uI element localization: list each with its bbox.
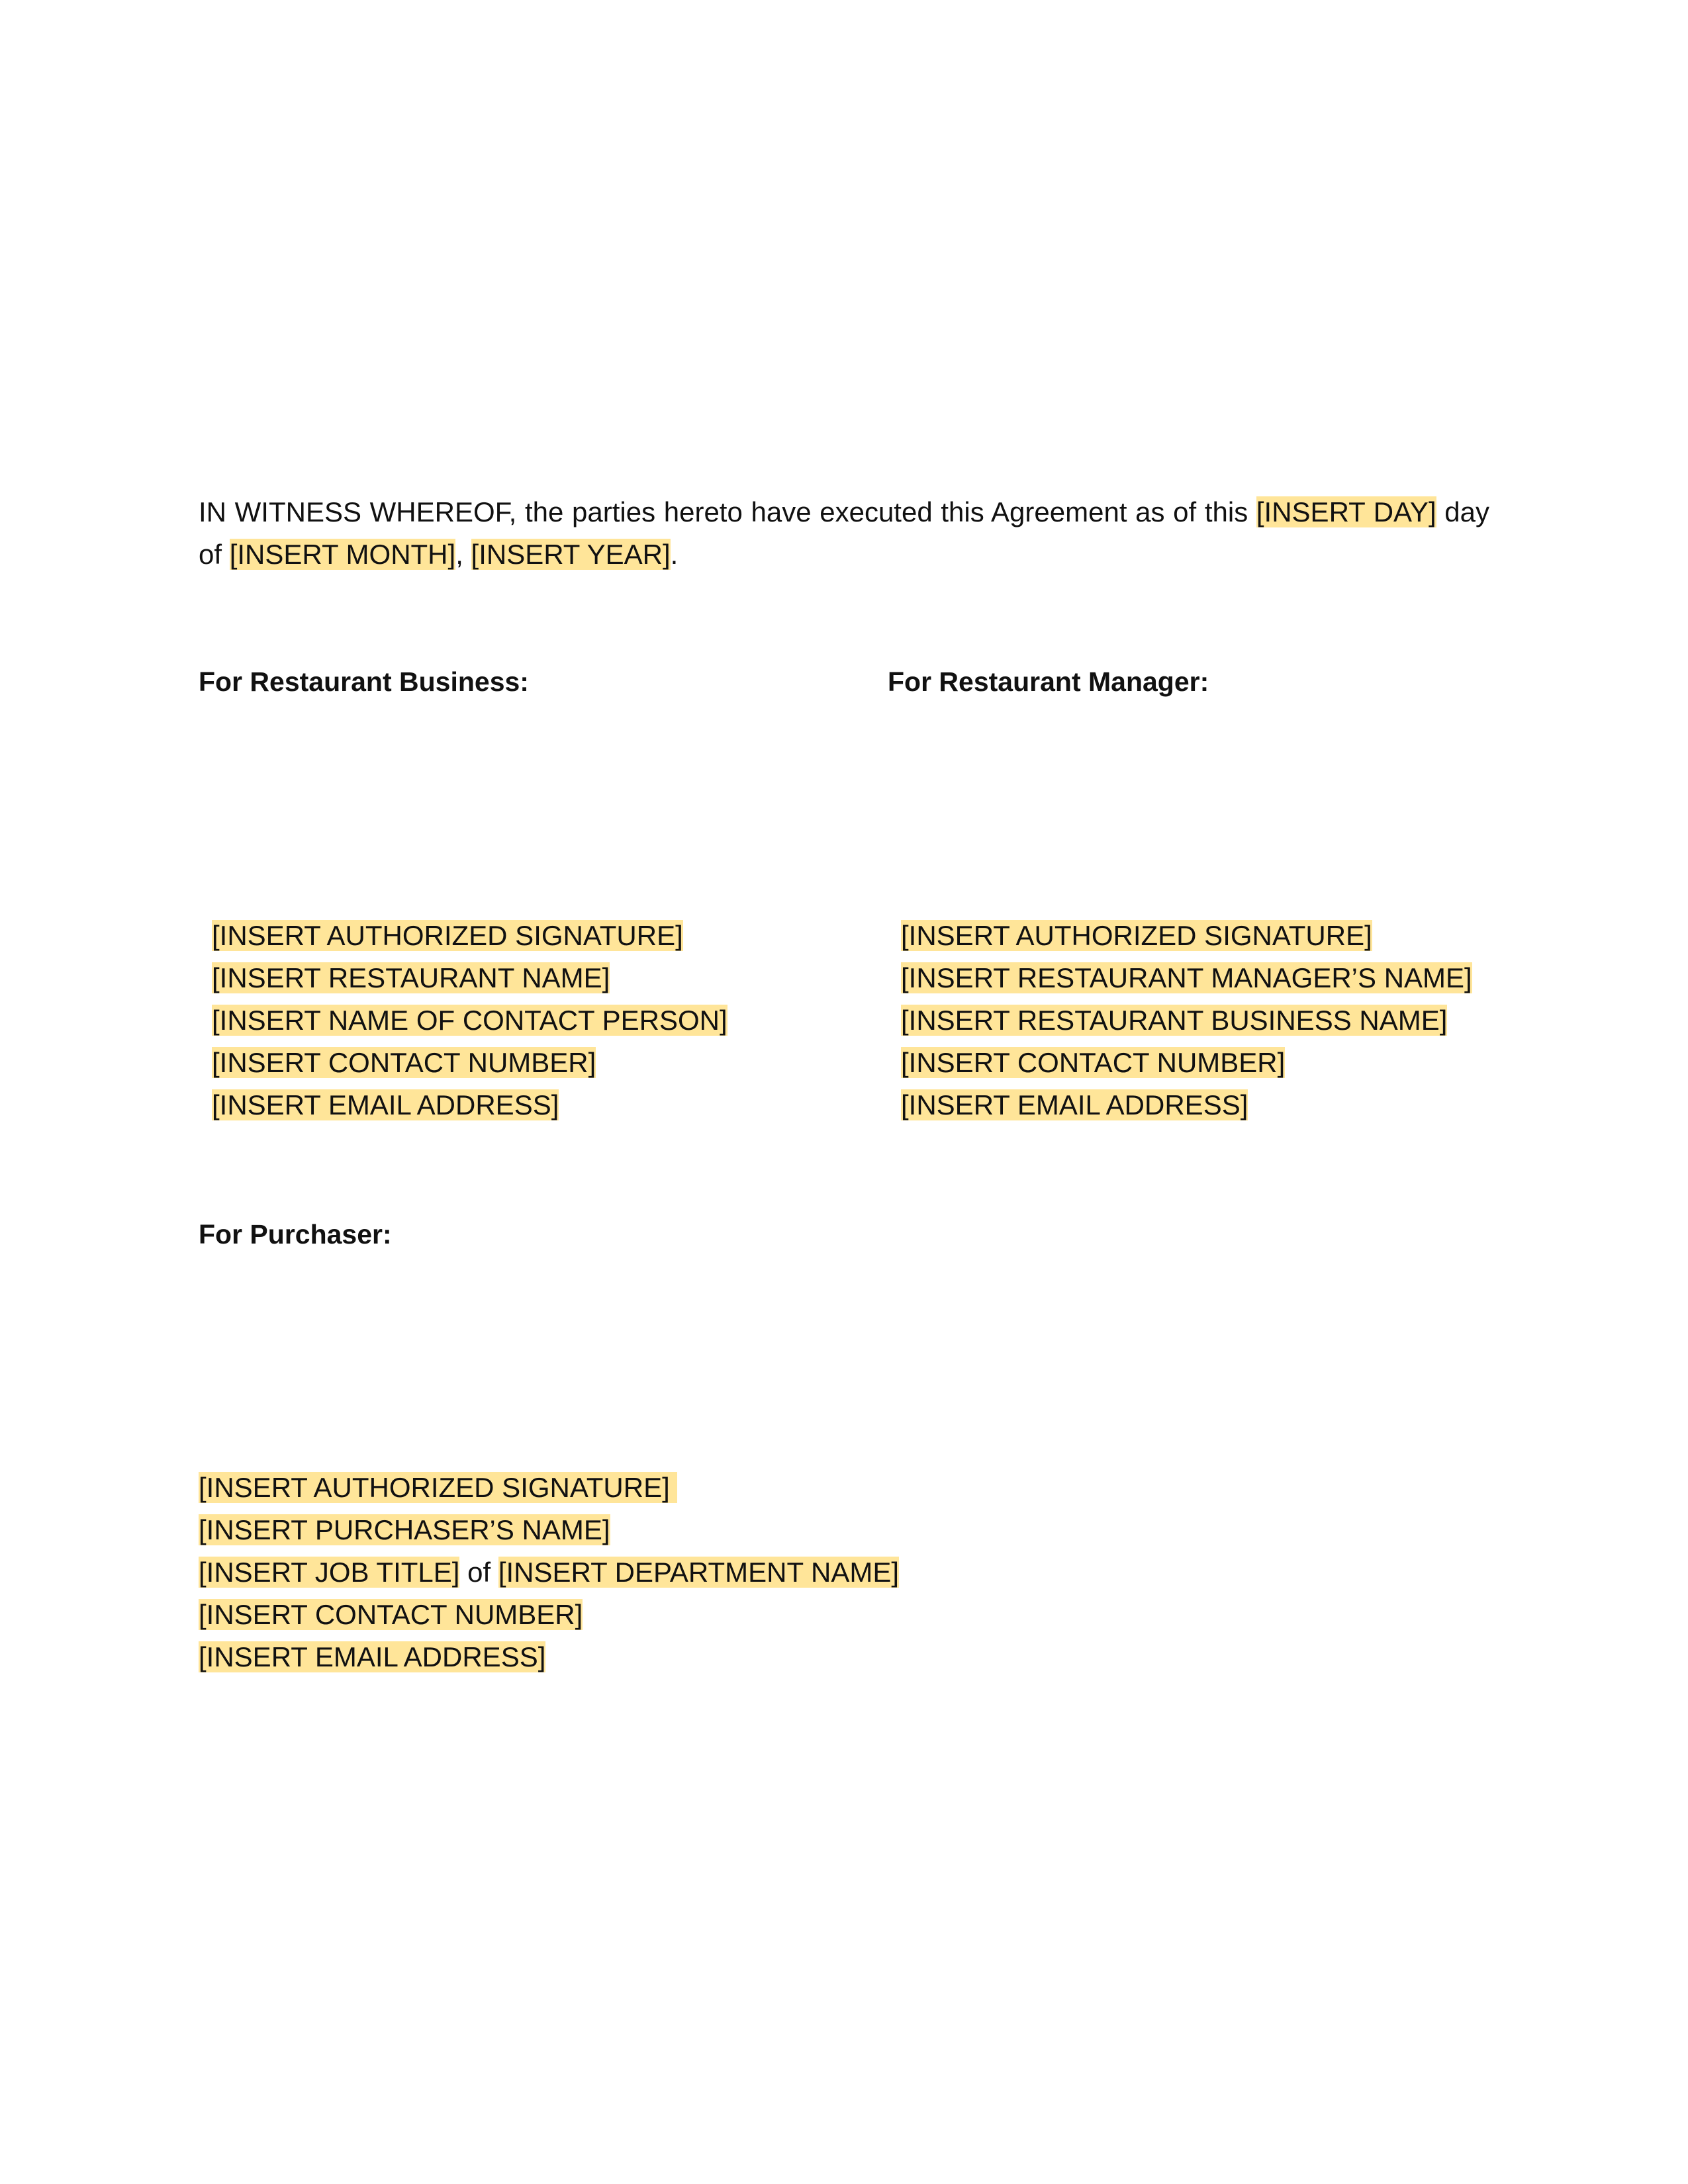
signature-line bbox=[212, 957, 727, 999]
signature-line bbox=[199, 1509, 899, 1551]
signature-line bbox=[199, 1551, 899, 1594]
of-text: of bbox=[459, 1557, 498, 1588]
signature-line bbox=[199, 1594, 899, 1636]
purchaser-email-placeholder: [INSERT EMAIL ADDRESS] bbox=[199, 1641, 546, 1672]
manager-business-name-placeholder: [INSERT RESTAURANT BUSINESS NAME] bbox=[901, 1005, 1448, 1036]
witness-text-4: . bbox=[670, 539, 679, 570]
restaurant-business-signature-block bbox=[212, 915, 727, 1126]
purchaser-department-placeholder: [INSERT DEPARTMENT NAME] bbox=[498, 1557, 900, 1588]
business-email-placeholder: [INSERT EMAIL ADDRESS] bbox=[212, 1089, 559, 1120]
signature-line bbox=[212, 915, 727, 957]
signature-line bbox=[212, 999, 727, 1042]
insert-month-placeholder: [INSERT MONTH] bbox=[229, 539, 456, 570]
witness-text-3: , bbox=[455, 539, 471, 570]
signature-line bbox=[212, 1084, 727, 1126]
restaurant-manager-heading: For Restaurant Manager: bbox=[888, 666, 1209, 697]
signature-line bbox=[199, 1636, 899, 1678]
signature-line bbox=[901, 1084, 1472, 1126]
signature-line bbox=[199, 1467, 899, 1509]
manager-signature-placeholder: [INSERT AUTHORIZED SIGNATURE] bbox=[901, 920, 1372, 951]
purchaser-job-title-placeholder: [INSERT JOB TITLE] bbox=[199, 1557, 460, 1588]
business-contact-person-placeholder: [INSERT NAME OF CONTACT PERSON] bbox=[212, 1005, 727, 1036]
business-restaurant-name-placeholder: [INSERT RESTAURANT NAME] bbox=[212, 962, 610, 993]
signature-line bbox=[901, 957, 1472, 999]
business-signature-placeholder: [INSERT AUTHORIZED SIGNATURE] bbox=[212, 920, 683, 951]
purchaser-name-placeholder: [INSERT PURCHASER’S NAME] bbox=[199, 1514, 610, 1545]
signature-line bbox=[901, 999, 1472, 1042]
witness-clause bbox=[199, 491, 1489, 576]
signature-line bbox=[901, 1042, 1472, 1084]
signature-line bbox=[212, 1042, 727, 1084]
witness-text-2: day of bbox=[199, 496, 1489, 570]
signature-line bbox=[901, 915, 1472, 957]
purchaser-signature-block bbox=[199, 1467, 899, 1678]
business-contact-number-placeholder: [INSERT CONTACT NUMBER] bbox=[212, 1047, 596, 1078]
purchaser-heading: For Purchaser: bbox=[199, 1219, 392, 1250]
manager-contact-number-placeholder: [INSERT CONTACT NUMBER] bbox=[901, 1047, 1286, 1078]
manager-email-placeholder: [INSERT EMAIL ADDRESS] bbox=[901, 1089, 1248, 1120]
insert-year-placeholder: [INSERT YEAR] bbox=[471, 539, 671, 570]
witness-text-1: IN WITNESS WHEREOF, the parties hereto have executed this Agreement as of this bbox=[199, 496, 1256, 527]
restaurant-manager-signature-block bbox=[901, 915, 1472, 1126]
restaurant-business-heading: For Restaurant Business: bbox=[199, 666, 529, 697]
purchaser-contact-number-placeholder: [INSERT CONTACT NUMBER] bbox=[199, 1599, 583, 1630]
manager-name-placeholder: [INSERT RESTAURANT MANAGER’S NAME] bbox=[901, 962, 1472, 993]
insert-day-placeholder: [INSERT DAY] bbox=[1256, 496, 1436, 527]
purchaser-signature-placeholder: [INSERT AUTHORIZED SIGNATURE] bbox=[199, 1472, 678, 1503]
